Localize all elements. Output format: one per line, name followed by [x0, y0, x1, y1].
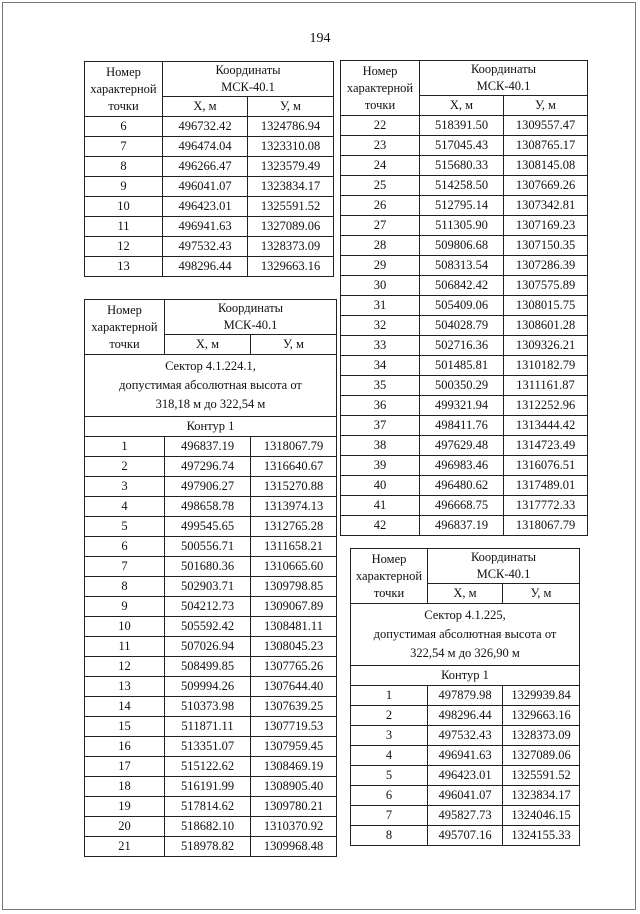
x-coordinate-cell: 500350.29 [420, 376, 504, 396]
table-row [341, 416, 588, 436]
y-coordinate-cell: 1307342.81 [504, 196, 588, 216]
y-coordinate-cell: 1308601.28 [504, 316, 588, 336]
y-coordinate-cell: 1307169.23 [504, 216, 588, 236]
x-coordinate-cell: 518682.10 [165, 817, 251, 837]
table-row [85, 617, 337, 637]
x-coordinate-cell: 517814.62 [165, 797, 251, 817]
point-number-cell: 39 [341, 456, 420, 476]
y-coordinate-cell: 1307669.26 [504, 176, 588, 196]
y-coordinate-cell: 1309968.48 [251, 837, 337, 857]
x-coordinate-cell: 499321.94 [420, 396, 504, 416]
x-coordinate-cell: 497906.27 [165, 477, 251, 497]
table-row [351, 826, 580, 846]
table-row [85, 437, 337, 457]
x-coordinate-cell: 496041.07 [163, 177, 248, 197]
table-row [85, 457, 337, 477]
x-coordinate-cell: 504028.79 [420, 316, 504, 336]
page-number: 194 [309, 31, 331, 46]
x-coordinate-cell: 496837.19 [420, 516, 504, 536]
table-row [341, 256, 588, 276]
x-coordinate-cell: 501680.36 [165, 557, 251, 577]
table-row [85, 237, 334, 257]
x-coordinate-cell: 501485.81 [420, 356, 504, 376]
y-header: У, м [248, 97, 334, 117]
table-row [85, 817, 337, 837]
y-coordinate-cell: 1308481.11 [251, 617, 337, 637]
table-row [85, 717, 337, 737]
point-number-cell: 31 [341, 296, 420, 316]
point-number-cell: 7 [351, 806, 428, 826]
x-coordinate-cell: 515122.62 [165, 757, 251, 777]
table-row [85, 157, 334, 177]
y-coordinate-cell: 1312252.96 [504, 396, 588, 416]
y-coordinate-cell: 1307959.45 [251, 737, 337, 757]
y-coordinate-cell: 1310182.79 [504, 356, 588, 376]
x-coordinate-cell: 496423.01 [428, 766, 503, 786]
point-number-cell: 2 [351, 706, 428, 726]
y-coordinate-cell: 1316076.51 [504, 456, 588, 476]
x-coordinate-cell: 502903.71 [165, 577, 251, 597]
x-coordinate-cell: 496837.19 [165, 437, 251, 457]
y-coordinate-cell: 1311161.87 [504, 376, 588, 396]
point-number-cell: 28 [341, 236, 420, 256]
table-row [341, 436, 588, 456]
y-coordinate-cell: 1312765.28 [251, 517, 337, 537]
point-number-cell: 9 [85, 597, 165, 617]
table-row [341, 336, 588, 356]
point-number-cell: 6 [85, 117, 163, 137]
coordinates-table-1 [84, 61, 334, 277]
table-row [85, 537, 337, 557]
x-coordinate-cell: 513351.07 [165, 737, 251, 757]
y-coordinate-cell: 1315270.88 [251, 477, 337, 497]
point-number-cell: 40 [341, 476, 420, 496]
point-number-cell: 19 [85, 797, 165, 817]
x-coordinate-cell: 498296.44 [163, 257, 248, 277]
x-coordinate-cell: 514258.50 [420, 176, 504, 196]
point-number-cell: 10 [85, 197, 163, 217]
point-number-cell: 35 [341, 376, 420, 396]
x-coordinate-cell: 500556.71 [165, 537, 251, 557]
y-coordinate-cell: 1325591.52 [503, 766, 580, 786]
x-coordinate-cell: 502716.36 [420, 336, 504, 356]
x-coordinate-cell: 496941.63 [163, 217, 248, 237]
coordinates-table-4 [350, 548, 580, 846]
point-number-cell: 8 [85, 157, 163, 177]
table-3-body [341, 61, 588, 536]
y-coordinate-cell: 1318067.79 [504, 516, 588, 536]
coordinates-header: Координаты МСК-40.1 [420, 61, 588, 96]
table-row [341, 196, 588, 216]
y-coordinate-cell: 1309067.89 [251, 597, 337, 617]
point-number-cell: 13 [85, 677, 165, 697]
table-row [85, 217, 334, 237]
table-row [85, 757, 337, 777]
point-number-cell: 36 [341, 396, 420, 416]
point-number-header: Номер характерной точки [341, 61, 420, 116]
x-header: Х, м [163, 97, 248, 117]
table-2-body [85, 300, 337, 857]
x-coordinate-cell: 505592.42 [165, 617, 251, 637]
point-number-cell: 8 [351, 826, 428, 846]
y-coordinate-cell: 1323834.17 [503, 786, 580, 806]
y-coordinate-cell: 1316640.67 [251, 457, 337, 477]
x-coordinate-cell: 510373.98 [165, 697, 251, 717]
y-coordinate-cell: 1310665.60 [251, 557, 337, 577]
x-coordinate-cell: 505409.06 [420, 296, 504, 316]
y-header: У, м [251, 335, 337, 355]
x-coordinate-cell: 496480.62 [420, 476, 504, 496]
y-coordinate-cell: 1308765.17 [504, 136, 588, 156]
y-coordinate-cell: 1309557.47 [504, 116, 588, 136]
y-coordinate-cell: 1313444.42 [504, 416, 588, 436]
x-header: Х, м [420, 96, 504, 116]
x-coordinate-cell: 498658.78 [165, 497, 251, 517]
y-coordinate-cell: 1313974.13 [251, 497, 337, 517]
table-row [351, 766, 580, 786]
y-coordinate-cell: 1327089.06 [503, 746, 580, 766]
x-coordinate-cell: 517045.43 [420, 136, 504, 156]
y-coordinate-cell: 1325591.52 [248, 197, 334, 217]
y-coordinate-cell: 1329663.16 [248, 257, 334, 277]
point-number-cell: 33 [341, 336, 420, 356]
x-coordinate-cell: 496423.01 [163, 197, 248, 217]
x-coordinate-cell: 498411.76 [420, 416, 504, 436]
point-number-cell: 12 [85, 237, 163, 257]
point-number-cell: 29 [341, 256, 420, 276]
y-coordinate-cell: 1324046.15 [503, 806, 580, 826]
point-number-cell: 25 [341, 176, 420, 196]
x-coordinate-cell: 496732.42 [163, 117, 248, 137]
table-row [85, 657, 337, 677]
x-header: Х, м [428, 584, 503, 604]
point-number-cell: 7 [85, 137, 163, 157]
point-number-cell: 17 [85, 757, 165, 777]
table-row [85, 797, 337, 817]
table-row [351, 746, 580, 766]
table-row [85, 257, 334, 277]
table-row [341, 156, 588, 176]
sector-caption: Сектор 4.1.224.1, допустимая абсолютная высота от 318,18 м до 322,54 м [85, 355, 337, 417]
point-number-cell: 3 [351, 726, 428, 746]
coordinates-table-3 [340, 60, 588, 536]
y-coordinate-cell: 1327089.06 [248, 217, 334, 237]
point-number-cell: 9 [85, 177, 163, 197]
table-row [85, 197, 334, 217]
x-header: Х, м [165, 335, 251, 355]
point-number-cell: 37 [341, 416, 420, 436]
point-number-header: Номер характерной точки [85, 62, 163, 117]
table-row [85, 517, 337, 537]
y-coordinate-cell: 1310370.92 [251, 817, 337, 837]
point-number-cell: 15 [85, 717, 165, 737]
point-number-cell: 26 [341, 196, 420, 216]
table-row [341, 116, 588, 136]
point-number-cell: 24 [341, 156, 420, 176]
x-coordinate-cell: 509994.26 [165, 677, 251, 697]
point-number-header: Номер характерной точки [351, 549, 428, 604]
point-number-cell: 21 [85, 837, 165, 857]
point-number-cell: 4 [351, 746, 428, 766]
point-number-cell: 38 [341, 436, 420, 456]
table-row [351, 726, 580, 746]
point-number-cell: 34 [341, 356, 420, 376]
point-number-cell: 20 [85, 817, 165, 837]
y-coordinate-cell: 1308145.08 [504, 156, 588, 176]
sector-caption: Сектор 4.1.225, допустимая абсолютная высота от 322,54 м до 326,90 м [351, 604, 580, 666]
y-coordinate-cell: 1329663.16 [503, 706, 580, 726]
y-header: У, м [504, 96, 588, 116]
x-coordinate-cell: 497879.98 [428, 686, 503, 706]
y-coordinate-cell: 1308905.40 [251, 777, 337, 797]
y-coordinate-cell: 1309780.21 [251, 797, 337, 817]
y-coordinate-cell: 1307719.53 [251, 717, 337, 737]
y-coordinate-cell: 1307150.35 [504, 236, 588, 256]
x-coordinate-cell: 511305.90 [420, 216, 504, 236]
point-number-cell: 12 [85, 657, 165, 677]
table-row [351, 806, 580, 826]
table-row [85, 597, 337, 617]
x-coordinate-cell: 512795.14 [420, 196, 504, 216]
table-row [85, 837, 337, 857]
table-row [351, 686, 580, 706]
point-number-cell: 27 [341, 216, 420, 236]
y-coordinate-cell: 1329939.84 [503, 686, 580, 706]
table-row [85, 737, 337, 757]
table-row [85, 637, 337, 657]
coordinates-header: Координаты МСК-40.1 [428, 549, 580, 584]
point-number-cell: 6 [351, 786, 428, 806]
table-row [341, 396, 588, 416]
table-row [85, 497, 337, 517]
table-row [341, 376, 588, 396]
table-row [85, 777, 337, 797]
x-coordinate-cell: 507026.94 [165, 637, 251, 657]
y-coordinate-cell: 1308045.23 [251, 637, 337, 657]
point-number-cell: 23 [341, 136, 420, 156]
y-coordinate-cell: 1309798.85 [251, 577, 337, 597]
y-coordinate-cell: 1307644.40 [251, 677, 337, 697]
x-coordinate-cell: 495707.16 [428, 826, 503, 846]
point-number-cell: 22 [341, 116, 420, 136]
x-coordinate-cell: 509806.68 [420, 236, 504, 256]
table-row [341, 136, 588, 156]
table-row [341, 476, 588, 496]
y-coordinate-cell: 1323579.49 [248, 157, 334, 177]
x-coordinate-cell: 496266.47 [163, 157, 248, 177]
y-coordinate-cell: 1311658.21 [251, 537, 337, 557]
point-number-cell: 41 [341, 496, 420, 516]
y-coordinate-cell: 1328373.09 [503, 726, 580, 746]
point-number-cell: 32 [341, 316, 420, 336]
point-number-cell: 16 [85, 737, 165, 757]
table-row [341, 236, 588, 256]
x-coordinate-cell: 504212.73 [165, 597, 251, 617]
point-number-cell: 11 [85, 217, 163, 237]
point-number-cell: 2 [85, 457, 165, 477]
contour-label: Контур 1 [85, 417, 337, 437]
y-coordinate-cell: 1324155.33 [503, 826, 580, 846]
point-number-cell: 18 [85, 777, 165, 797]
point-number-cell: 1 [351, 686, 428, 706]
y-coordinate-cell: 1309326.21 [504, 336, 588, 356]
x-coordinate-cell: 496668.75 [420, 496, 504, 516]
table-row [341, 296, 588, 316]
coordinates-header: Координаты МСК-40.1 [165, 300, 337, 335]
y-coordinate-cell: 1323834.17 [248, 177, 334, 197]
x-coordinate-cell: 497629.48 [420, 436, 504, 456]
y-coordinate-cell: 1324786.94 [248, 117, 334, 137]
x-coordinate-cell: 496041.07 [428, 786, 503, 806]
coordinates-header: Координаты МСК-40.1 [163, 62, 334, 97]
table-row [85, 577, 337, 597]
x-coordinate-cell: 498296.44 [428, 706, 503, 726]
table-row [85, 557, 337, 577]
point-number-cell: 5 [351, 766, 428, 786]
coordinates-table-2 [84, 299, 337, 857]
y-coordinate-cell: 1317772.33 [504, 496, 588, 516]
x-coordinate-cell: 496941.63 [428, 746, 503, 766]
point-number-cell: 1 [85, 437, 165, 457]
y-coordinate-cell: 1328373.09 [248, 237, 334, 257]
y-coordinate-cell: 1308469.19 [251, 757, 337, 777]
table-row [341, 356, 588, 376]
y-coordinate-cell: 1323310.08 [248, 137, 334, 157]
x-coordinate-cell: 506842.42 [420, 276, 504, 296]
contour-label: Контур 1 [351, 666, 580, 686]
y-coordinate-cell: 1308015.75 [504, 296, 588, 316]
point-number-cell: 4 [85, 497, 165, 517]
x-coordinate-cell: 511871.11 [165, 717, 251, 737]
point-number-header: Номер характерной точки [85, 300, 165, 355]
table-row [351, 706, 580, 726]
y-coordinate-cell: 1318067.79 [251, 437, 337, 457]
y-coordinate-cell: 1307639.25 [251, 697, 337, 717]
y-coordinate-cell: 1307765.26 [251, 657, 337, 677]
table-row [85, 137, 334, 157]
point-number-cell: 30 [341, 276, 420, 296]
point-number-cell: 8 [85, 577, 165, 597]
table-row [341, 496, 588, 516]
table-row [341, 276, 588, 296]
point-number-cell: 14 [85, 697, 165, 717]
x-coordinate-cell: 518391.50 [420, 116, 504, 136]
x-coordinate-cell: 499545.65 [165, 517, 251, 537]
y-coordinate-cell: 1307286.39 [504, 256, 588, 276]
y-header: У, м [503, 584, 580, 604]
x-coordinate-cell: 497532.43 [428, 726, 503, 746]
x-coordinate-cell: 496983.46 [420, 456, 504, 476]
x-coordinate-cell: 518978.82 [165, 837, 251, 857]
point-number-cell: 6 [85, 537, 165, 557]
x-coordinate-cell: 497532.43 [163, 237, 248, 257]
x-coordinate-cell: 515680.33 [420, 156, 504, 176]
y-coordinate-cell: 1307575.89 [504, 276, 588, 296]
point-number-cell: 42 [341, 516, 420, 536]
table-4-body [351, 549, 580, 846]
x-coordinate-cell: 516191.99 [165, 777, 251, 797]
table-row [351, 786, 580, 806]
x-coordinate-cell: 508313.54 [420, 256, 504, 276]
y-coordinate-cell: 1317489.01 [504, 476, 588, 496]
table-row [341, 456, 588, 476]
table-row [341, 516, 588, 536]
y-coordinate-cell: 1314723.49 [504, 436, 588, 456]
table-1-body [85, 62, 334, 277]
point-number-cell: 13 [85, 257, 163, 277]
table-row [85, 677, 337, 697]
point-number-cell: 11 [85, 637, 165, 657]
point-number-cell: 7 [85, 557, 165, 577]
table-row [341, 176, 588, 196]
x-coordinate-cell: 497296.74 [165, 457, 251, 477]
table-row [341, 316, 588, 336]
point-number-cell: 5 [85, 517, 165, 537]
table-row [85, 697, 337, 717]
point-number-cell: 3 [85, 477, 165, 497]
table-row [85, 117, 334, 137]
x-coordinate-cell: 496474.04 [163, 137, 248, 157]
x-coordinate-cell: 508499.85 [165, 657, 251, 677]
table-row [341, 216, 588, 236]
point-number-cell: 10 [85, 617, 165, 637]
table-row [85, 477, 337, 497]
table-row [85, 177, 334, 197]
x-coordinate-cell: 495827.73 [428, 806, 503, 826]
